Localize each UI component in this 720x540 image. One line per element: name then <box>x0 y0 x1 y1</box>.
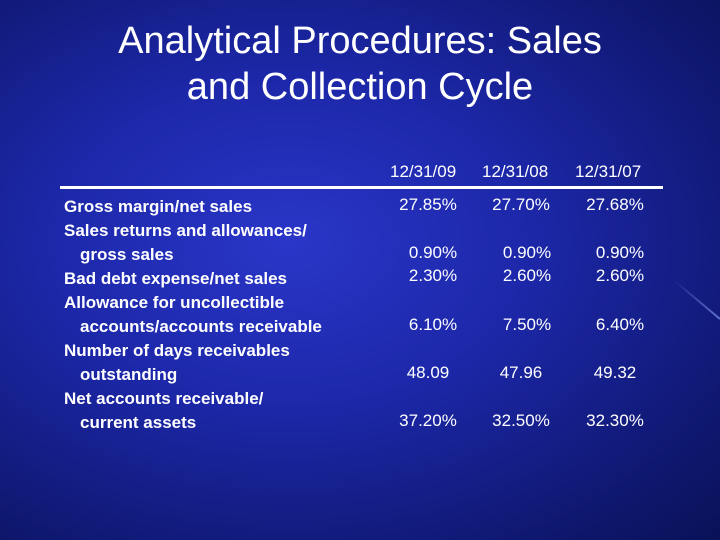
table-cell: 32.30% <box>586 411 644 430</box>
table-cell: 0.90% <box>408 243 458 262</box>
table-cell: 47.96 <box>499 363 543 382</box>
row-label: Sales returns and allowances/ <box>64 221 307 240</box>
column-header-2008: 12/31/08 <box>482 162 549 181</box>
table-cell: 37.20% <box>399 411 457 430</box>
column-header-2009: 12/31/09 <box>390 162 457 181</box>
table-cell: 49.32 <box>593 363 637 382</box>
table-cell: 2.30% <box>408 266 458 285</box>
table-cell: 7.50% <box>502 315 552 334</box>
row-labels <box>64 195 322 435</box>
table-cell: 0.90% <box>502 243 552 262</box>
decorative-streak <box>673 280 720 320</box>
header-rule <box>60 186 663 189</box>
row-label: Allowance for uncollectible <box>64 293 285 312</box>
row-label-continuation: accounts/accounts receivable <box>80 317 322 336</box>
row-label: Number of days receivables <box>64 341 290 360</box>
table-cell: 27.85% <box>399 195 457 214</box>
title-line-2: and Collection Cycle <box>186 66 534 108</box>
title-line-1: Analytical Procedures: Sales <box>118 20 602 62</box>
table-cell: 32.50% <box>492 411 550 430</box>
table-cell: 2.60% <box>502 266 552 285</box>
column-header-2007: 12/31/07 <box>575 162 642 181</box>
row-label-continuation: gross sales <box>80 245 174 264</box>
table-cell: 6.40% <box>595 315 645 334</box>
row-label-continuation: outstanding <box>80 365 178 384</box>
row-label: Bad debt expense/net sales <box>64 269 287 288</box>
row-label: Net accounts receivable/ <box>64 389 264 408</box>
table-cell: 0.90% <box>595 243 645 262</box>
table-cell: 27.68% <box>586 195 644 214</box>
table-cell: 27.70% <box>492 195 550 214</box>
table-cell: 48.09 <box>406 363 450 382</box>
row-label-continuation: current assets <box>80 413 197 432</box>
table-cell: 6.10% <box>408 315 458 334</box>
row-label: Gross margin/net sales <box>64 197 253 216</box>
slide-title <box>0 18 720 110</box>
table-cell: 2.60% <box>595 266 645 285</box>
